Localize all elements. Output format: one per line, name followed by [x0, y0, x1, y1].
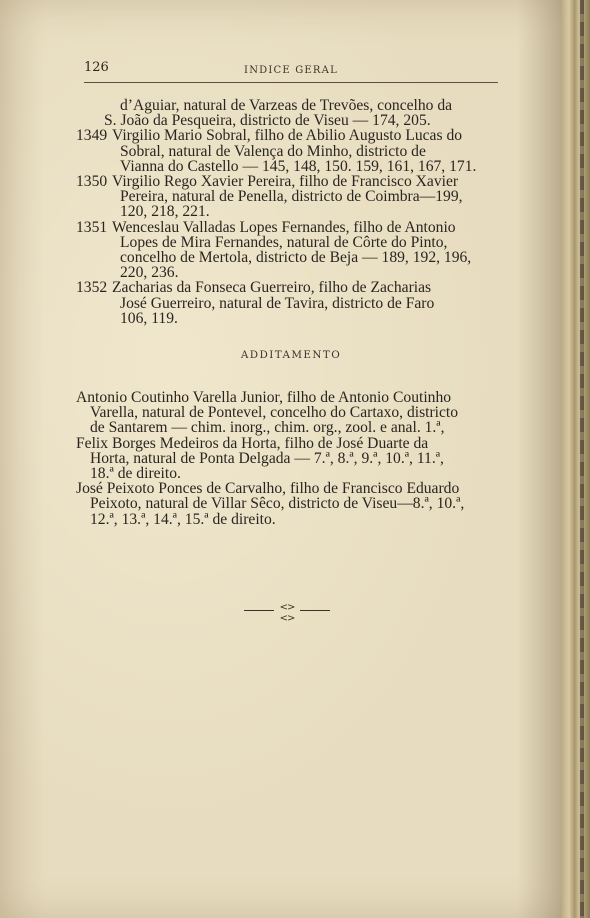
entry-number: 1349 [76, 127, 108, 145]
index-entry [76, 280, 506, 326]
entry-line: Peixoto, natural de Villar Sêco, districto de Viseu—8.ª, 10.ª, [90, 495, 465, 513]
entry-line: Felix Borges Medeiros da Horta, filho de José Duarte da [76, 434, 429, 452]
index-entry [76, 220, 506, 281]
entry-line: Pereira, natural de Penella, districto de Coimbra—199, [120, 188, 463, 206]
page-number: 126 [84, 60, 109, 75]
page-header [84, 60, 498, 83]
fleuron-ornament [244, 602, 330, 624]
index-entries [76, 98, 506, 326]
ornament-center: <><> [279, 602, 295, 624]
entry-line: concelho de Mertola, districto de Beja — 189, 192, 196, [120, 249, 472, 267]
addendum-entries [76, 390, 506, 527]
index-entry [76, 128, 506, 174]
entry-line: Zacharias da Fonseca Guerreiro, filho de Zacharias [112, 279, 432, 297]
section-title: ADDITAMENTO [240, 349, 342, 361]
entry-line: 18.ª de direito. [90, 465, 181, 483]
entry-line: S. João da Pesqueira, districto de Viseu — 174, 205. [104, 112, 431, 130]
entry-line: d’Aguiar, natural de Varzeas de Trevões, concelho da [120, 97, 453, 114]
entry-line: Virgilio Rego Xavier Pereira, filho de Francisco Xavier [112, 173, 459, 191]
entry-line: 220, 236. [120, 264, 179, 282]
entry-line: José Peixoto Ponces de Carvalho, filho de Francisco Eduardo [76, 480, 460, 498]
entry-line: Wenceslau Valladas Lopes Fernandes, filho de Antonio [112, 218, 456, 236]
index-entry [76, 174, 506, 220]
entry-number: 1351 [76, 218, 108, 236]
entry-line: 12.ª, 13.ª, 14.ª, 15.ª de direito. [90, 510, 276, 528]
entry-line: Antonio Coutinho Varella Junior, filho de Antonio Coutinho [76, 389, 452, 406]
addendum-entry [76, 436, 506, 482]
entry-line: Varella, natural de Pontevel, concelho do Cartaxo, districto [90, 404, 459, 422]
entry-number: 1352 [76, 279, 108, 297]
addendum-entry [76, 481, 506, 527]
entry-line: José Guerreiro, natural de Tavira, districto de Faro [120, 294, 435, 312]
addendum-entry [76, 390, 506, 436]
page-stack-edge [562, 0, 590, 918]
entry-line: de Santarem — chim. inorg., chim. org., zool. e anal. 1.ª, [90, 419, 445, 437]
entry-line: Lopes de Mira Fernandes, natural de Côrte do Pinto, [120, 233, 448, 251]
ornament-rule-left [244, 610, 274, 611]
entry-number: 1350 [76, 173, 108, 191]
ornament-rule-right [300, 610, 330, 611]
entry-line: Horta, natural de Ponta Delgada — 7.ª, 8.ª, 9.ª, 10.ª, 11.ª, [90, 449, 444, 467]
index-entry-continued [76, 98, 506, 128]
running-title: INDICE GERAL [244, 65, 338, 76]
entry-line: Virgilio Mario Sobral, filho de Abilio Augusto Lucas do [112, 127, 463, 145]
entry-line: 120, 218, 221. [120, 203, 210, 221]
entry-line: Sobral, natural de Valença do Minho, districto de [120, 142, 426, 160]
entry-line: 106, 119. [120, 309, 178, 327]
entry-line: Vianna do Castello — 145, 148, 150. 159, 161, 167, 171. [120, 157, 477, 175]
